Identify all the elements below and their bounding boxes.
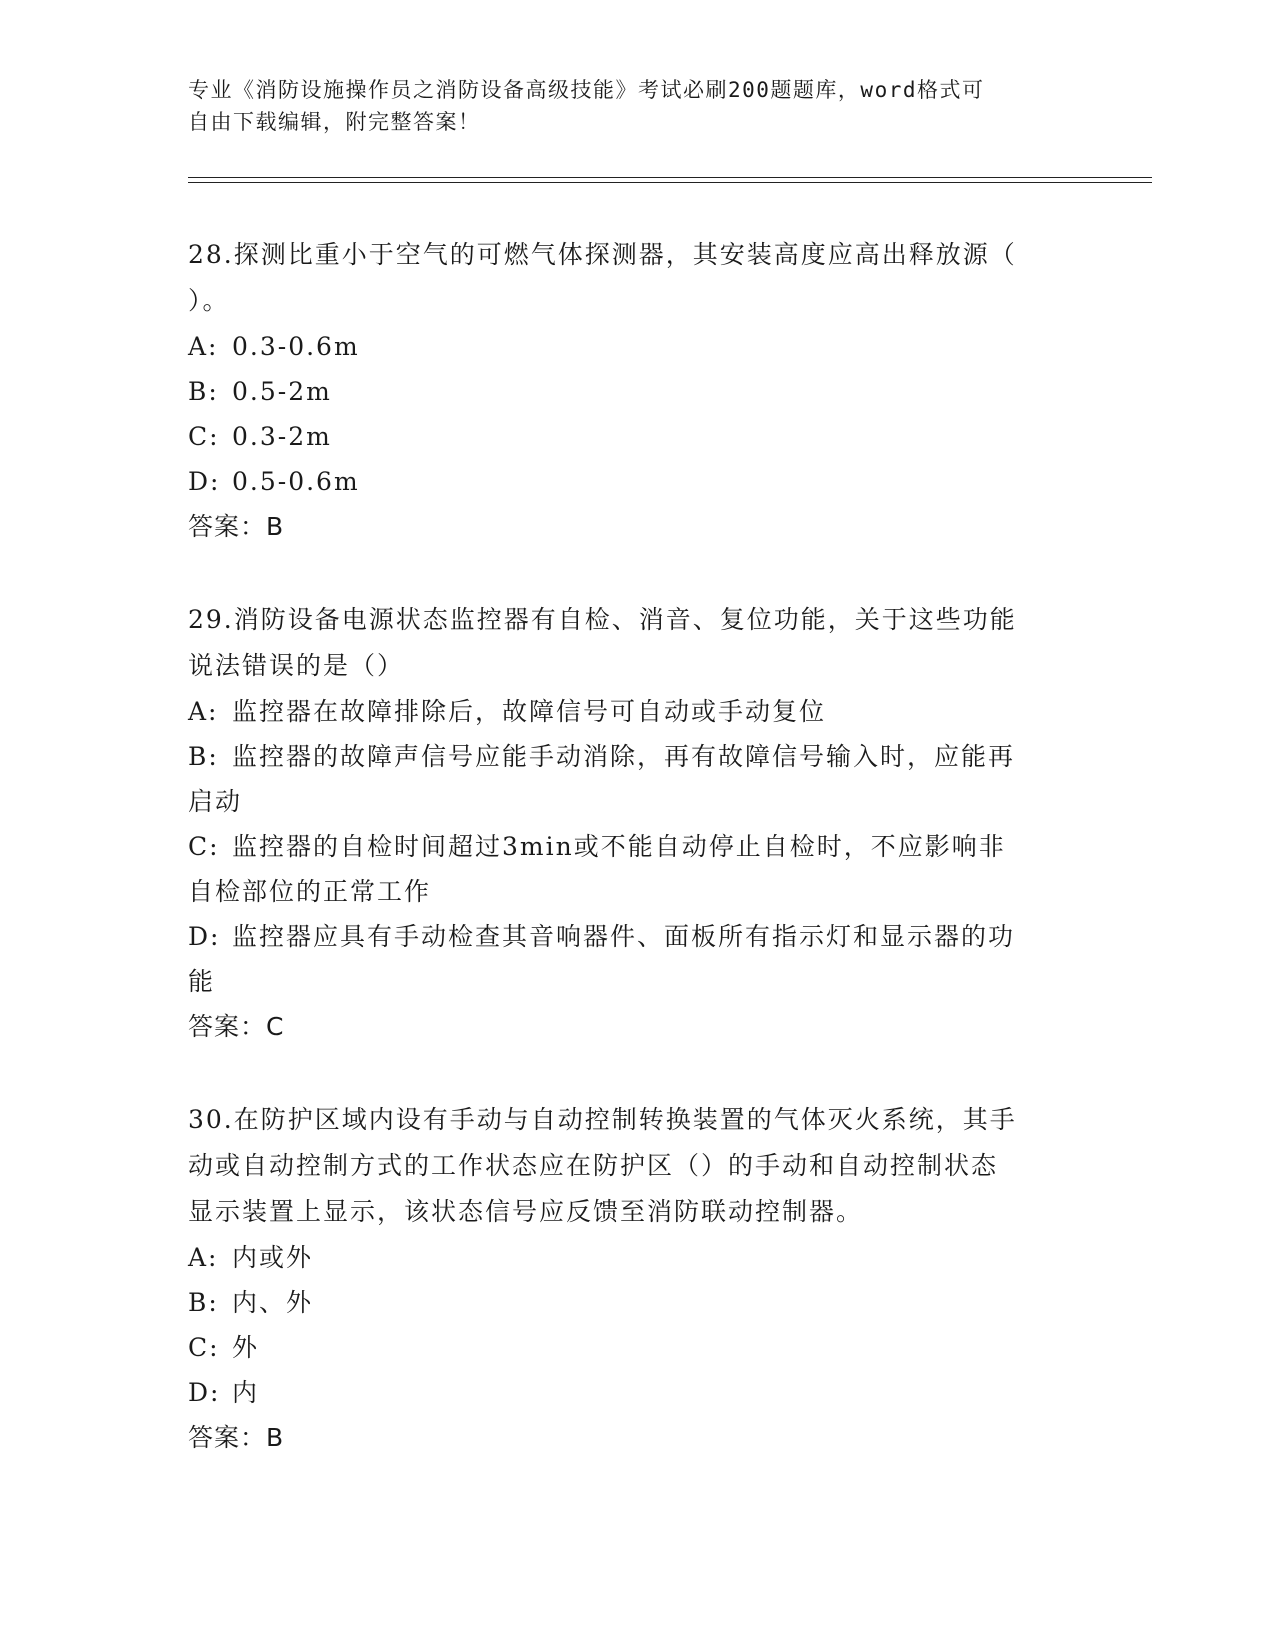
- question-28: [188, 232, 1078, 550]
- option-key: C:: [188, 422, 220, 451]
- option-text: 0.3-0.6m: [232, 332, 360, 361]
- option-key: A:: [188, 697, 219, 726]
- option-key: A:: [188, 332, 219, 361]
- option-key: B:: [188, 377, 219, 406]
- option-text: 监控器的自检时间超过3min或不能自动停止自检时，不应影响非: [232, 832, 1006, 861]
- option-text: 外: [232, 1333, 260, 1362]
- answer: 答案：B: [188, 1423, 285, 1452]
- option-text: 内: [232, 1378, 260, 1407]
- option-key: C:: [188, 832, 220, 861]
- option-b: [188, 734, 1078, 779]
- option-key: C:: [188, 1333, 220, 1362]
- option-c-continuation: 自检部位的正常工作: [188, 877, 432, 906]
- option-c: [188, 1325, 1078, 1370]
- option-b-continuation: 启动: [188, 787, 243, 816]
- option-key: D:: [188, 922, 221, 951]
- option-a: [188, 324, 1078, 369]
- option-text: 监控器在故障排除后，故障信号可自动或手动复位: [232, 697, 827, 726]
- option-text: 0.3-2m: [232, 422, 332, 451]
- option-a: [188, 689, 1078, 734]
- option-d: [188, 1370, 1078, 1415]
- question-stem-line: 动或自动控制方式的工作状态应在防护区（）的手动和自动控制状态: [188, 1151, 999, 1180]
- question-stem-line: 28.探测比重小于空气的可燃气体探测器，其安装高度应高出释放源（: [188, 240, 1017, 269]
- option-b: [188, 369, 1078, 414]
- option-d: [188, 914, 1078, 959]
- option-text: 0.5-0.6m: [232, 467, 360, 496]
- question-stem-line: 29.消防设备电源状态监控器有自检、消音、复位功能，关于这些功能: [188, 605, 1017, 634]
- header-divider-top: [188, 177, 1152, 178]
- option-c: [188, 414, 1078, 459]
- question-29: [188, 597, 1078, 1050]
- question-stem-line: 30.在防护区域内设有手动与自动控制转换装置的气体灭火系统，其手: [188, 1105, 1017, 1134]
- option-key: B:: [188, 1288, 219, 1317]
- option-key: B:: [188, 742, 219, 771]
- option-text: 0.5-2m: [232, 377, 332, 406]
- option-text: 监控器的故障声信号应能手动消除，再有故障信号输入时，应能再: [232, 742, 1016, 771]
- option-b: [188, 1280, 1078, 1325]
- option-text: 内或外: [232, 1243, 314, 1272]
- document-header: [188, 74, 1068, 138]
- answer: 答案：C: [188, 1012, 285, 1041]
- header-line-2: 自由下载编辑，附完整答案！: [188, 110, 481, 134]
- option-key: A:: [188, 1243, 219, 1272]
- question-stem-line: 显示装置上显示，该状态信号应反馈至消防联动控制器。: [188, 1197, 864, 1226]
- option-key: D:: [188, 1378, 221, 1407]
- option-d: [188, 459, 1078, 504]
- option-key: D:: [188, 467, 221, 496]
- option-d-continuation: 能: [188, 967, 216, 996]
- answer: 答案：B: [188, 512, 285, 541]
- option-text: 内、外: [232, 1288, 314, 1317]
- option-text: 监控器应具有手动检查其音响器件、面板所有指示灯和显示器的功: [232, 922, 1016, 951]
- question-stem-line: ）。: [188, 286, 230, 315]
- header-line-1: 专业《消防设施操作员之消防设备高级技能》考试必刷200题题库，word格式可: [188, 78, 985, 102]
- option-a: [188, 1235, 1078, 1280]
- question-stem-line: 说法错误的是（）: [188, 651, 405, 680]
- option-c: [188, 824, 1078, 869]
- question-30: [188, 1097, 1078, 1461]
- header-divider-bottom: [188, 182, 1152, 183]
